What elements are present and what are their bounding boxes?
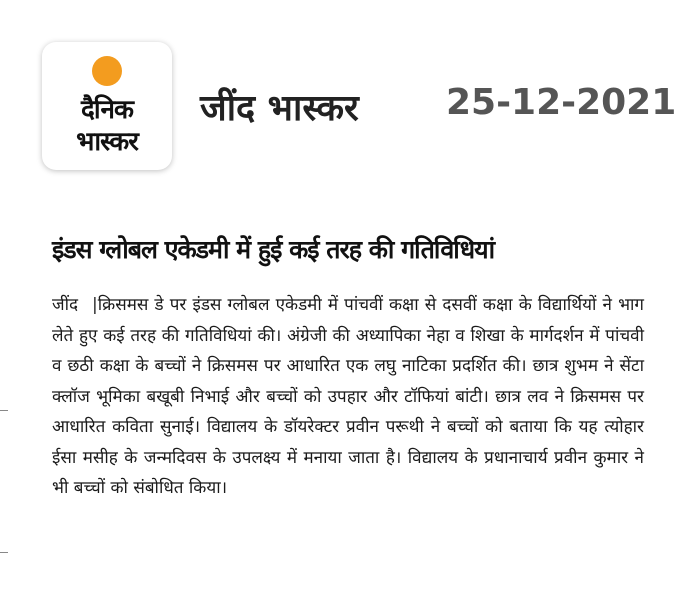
logo-text-line1: दैनिक (81, 95, 133, 125)
article-body (52, 290, 644, 504)
article-headline: इंडस ग्लोबल एकेडमी में हुई कई तरह की गतिविधियां (52, 235, 495, 264)
edition-date: 25-12-2021 (446, 82, 677, 123)
logo-text-line2: भास्कर (76, 127, 138, 157)
article-text: |क्रिसमस डे पर इंडस ग्लोबल एकेडमी में पांचवीं कक्षा से दसवीं कक्षा के विद्यार्थियों ने भाग लेते हुए कई तरह की गतिविधियां की। अंग्रेजी की अध्यापिका नेहा व शिखा के मार्गदर्शन में पांचवी व छठी कक्षा के बच्चों ने क्रिसमस पर आधारित एक लघु नाटिका प्रदर्शित की। छात्र शुभम ने सेंटा क्लॉज भूमिका बखूबी निभाई और बच्चों को उपहार और टॉफियां बांटी। छात्र लव ने क्रिसमस पर आधारित कविता सुनाई। विद्यालय के डॉयरेक्टर प्रवीन परूथी ने बच्चों को बताया कि यह त्योहार ईसा मसीह के जन्मदिवस के उपलक्ष्य में मनाया जाता है। विद्यालय के प्रधानाचार्य प्रवीन कुमार ने भी बच्चों को संबोधित किया। (52, 295, 644, 498)
scan-edge-mark (0, 410, 8, 411)
sun-dot-icon (92, 56, 122, 86)
edition-title: जींद भास्कर (200, 88, 359, 129)
scan-edge-mark (0, 552, 8, 553)
dainik-bhaskar-logo (42, 42, 172, 170)
article-dateline: जींद (52, 295, 79, 315)
